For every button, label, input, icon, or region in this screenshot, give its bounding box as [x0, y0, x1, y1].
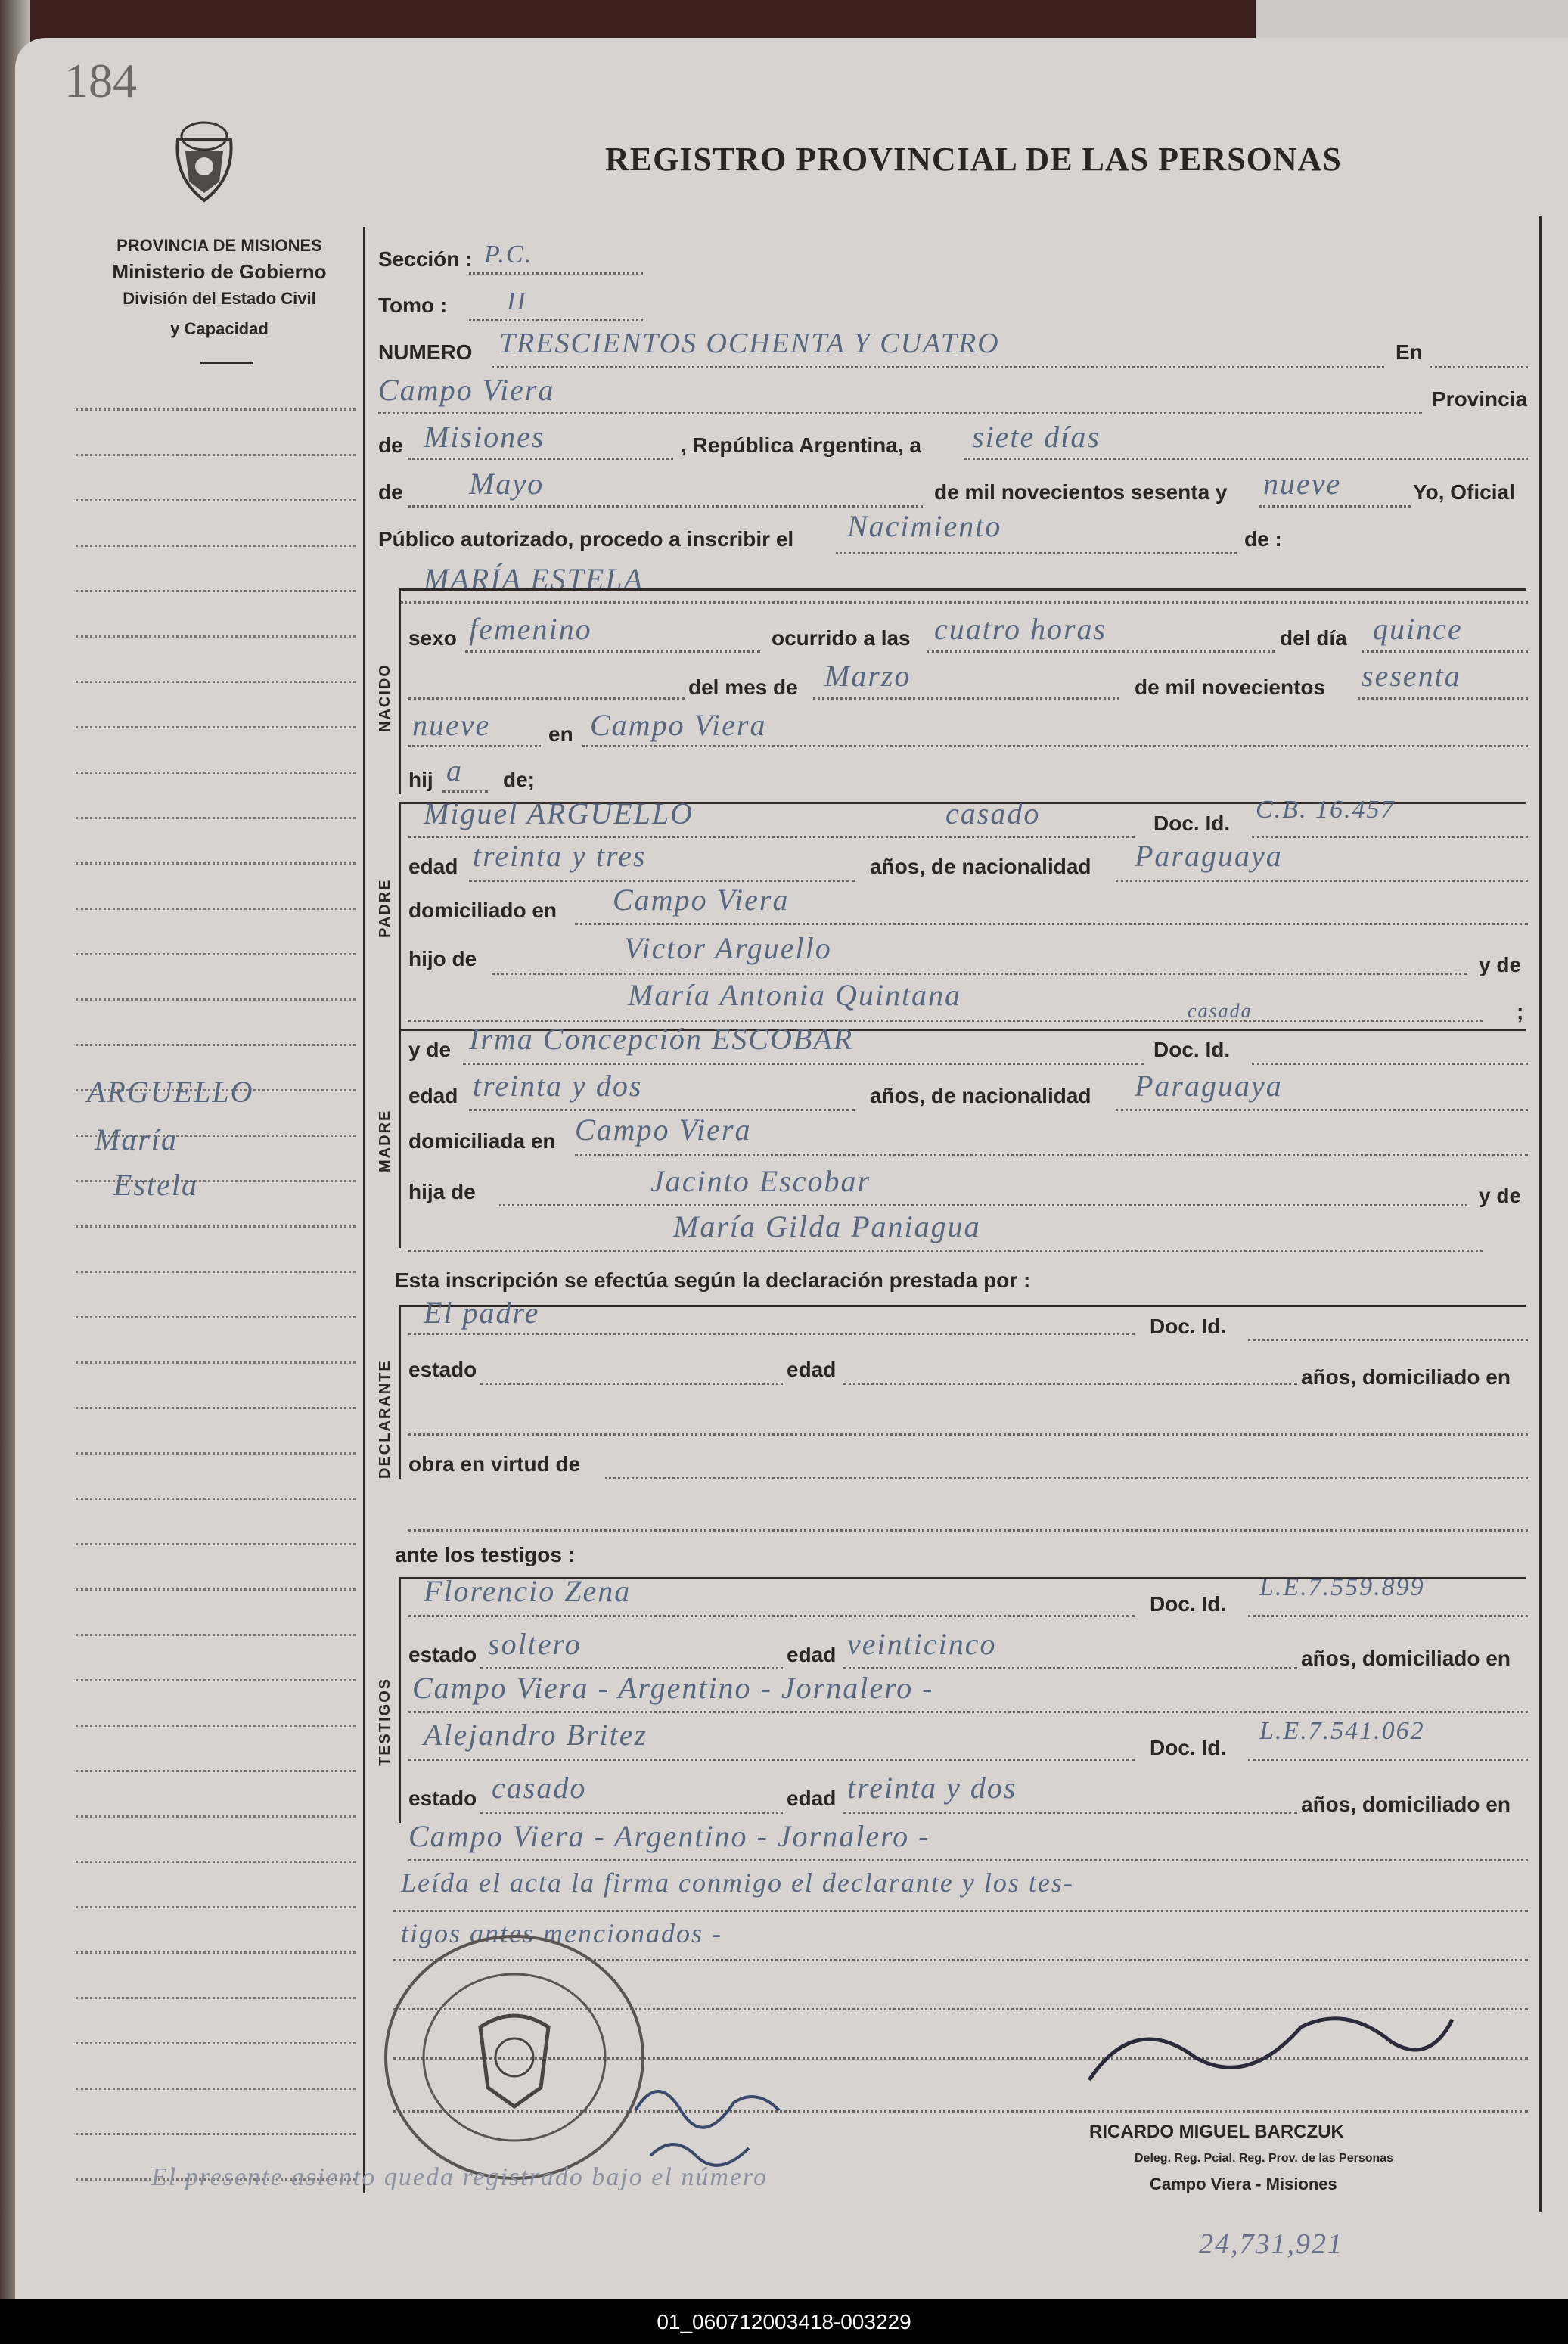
provincia-value: Misiones — [424, 420, 545, 454]
margin-rule-line — [76, 499, 356, 501]
testigo2-dom-value: Campo Viera - Argentino - Jornalero - — [408, 1819, 930, 1853]
province-name: PROVINCIA DE MISIONES — [116, 236, 322, 255]
testigo2-estado-field — [480, 1812, 783, 1814]
mil-novecientos-label: de mil novecientos sesenta y — [934, 480, 1228, 504]
provincia-label: Provincia — [1432, 387, 1528, 411]
tomo-value: II — [507, 287, 527, 315]
madre-padre-field — [499, 1204, 1467, 1206]
padre-nac-field — [1116, 880, 1528, 882]
division-line-1: División del Estado Civil — [123, 289, 316, 308]
obra-field — [605, 1477, 1528, 1479]
testigo1-doc-label: Doc. Id. — [1150, 1592, 1227, 1616]
lugar-nac-field — [582, 745, 1528, 747]
leida-text-1: Leída el acta la firma conmigo el declarante y los tes- — [401, 1867, 1074, 1898]
anio-nac-value: sesenta — [1362, 659, 1461, 693]
madre-padre-value: Jacinto Escobar — [650, 1164, 871, 1198]
margin-name-1: María — [95, 1122, 178, 1156]
testigo1-edad-field — [843, 1667, 1297, 1669]
seccion-field — [469, 272, 643, 275]
padre-semicolon: ; — [1517, 1000, 1524, 1023]
lugar-value: Campo Viera — [378, 373, 555, 407]
margin-rule-line — [76, 726, 356, 728]
margin-rule-line — [76, 1588, 356, 1591]
publico-label: Público autorizado, procedo a inscribir el — [378, 527, 794, 551]
margin-rule-line — [76, 635, 356, 638]
dia-nac-field — [1362, 650, 1528, 653]
republica-label: , República Argentina, a — [681, 433, 921, 457]
testigo2-nombre-value: Alejandro Britez — [424, 1718, 648, 1752]
padre-dom-value: Campo Viera — [613, 883, 790, 917]
declarante-value: El padre — [424, 1296, 540, 1330]
margin-rule-line — [76, 908, 356, 910]
sexo-label: sexo — [408, 626, 457, 650]
declarante-edad-label: edad — [787, 1358, 837, 1381]
testigo1-estado-field — [480, 1667, 783, 1669]
tomo-label: Tomo : — [378, 293, 448, 317]
madre-nac-value: Paraguaya — [1135, 1069, 1283, 1103]
nombre-field — [401, 601, 1528, 604]
de-semi-label: de; — [503, 768, 535, 791]
nacido-section-label: NACIDO — [377, 663, 393, 732]
margin-rule-line — [76, 545, 356, 547]
nombre-value: MARÍA ESTELA — [424, 562, 644, 596]
padre-edad-value: treinta y tres — [473, 839, 647, 873]
en-field — [1430, 366, 1528, 368]
ocurrido-label: ocurrido a las — [772, 626, 911, 650]
sexo-value: femenino — [469, 612, 592, 646]
padre-doc-field — [1252, 836, 1528, 838]
padre-nac-value: Paraguaya — [1135, 839, 1283, 873]
margin-rule-line — [76, 1543, 356, 1545]
official-round-stamp — [378, 1929, 650, 2186]
leida-text-2: tigos antes mencionados - — [401, 1918, 722, 1948]
margin-rule-line — [76, 817, 356, 819]
margin-rule-line — [76, 1634, 356, 1636]
declarante-section-label: DECLARANTE — [377, 1359, 393, 1479]
madre-doc-label: Doc. Id. — [1153, 1038, 1231, 1061]
obra-field-2 — [408, 1529, 1528, 1532]
margin-rule-line — [76, 1861, 356, 1863]
testigo1-doc-field — [1248, 1615, 1528, 1617]
madre-section-label: MADRE — [377, 1109, 393, 1172]
testigo2-dom-field — [408, 1859, 1528, 1861]
esta-inscripcion-label: Esta inscripción se efectúa según la declaración prestada por : — [395, 1268, 1031, 1292]
ministry-name: Ministerio de Gobierno — [112, 260, 327, 283]
padre-padre-value: Victor Arguello — [624, 931, 832, 965]
testigo2-nombre-field — [408, 1759, 1135, 1761]
sexo-field — [465, 650, 760, 653]
margin-rule-line — [76, 1951, 356, 1954]
testigo1-estado-value: soltero — [488, 1627, 582, 1661]
anio-nac-2-value: nueve — [412, 708, 491, 742]
right-border — [1539, 216, 1542, 2212]
margin-rule-line — [76, 590, 356, 592]
numero-value: TRESCIENTOS OCHENTA Y CUATRO — [499, 328, 1000, 359]
header-divider — [200, 362, 253, 364]
lugar-field — [378, 412, 1422, 414]
margin-rule-line — [76, 2042, 356, 2044]
hij-field — [442, 790, 488, 793]
stamp-name: RICARDO MIGUEL BARCZUK — [1089, 2122, 1344, 2142]
ante-testigos-label: ante los testigos : — [395, 1543, 576, 1566]
margin-surname: ARGUELLO — [87, 1075, 254, 1109]
madre-nac-label: años, de nacionalidad — [870, 1084, 1091, 1107]
testigo2-estado-label: estado — [408, 1787, 477, 1810]
testigo1-nombre-field — [408, 1615, 1135, 1617]
testigo2-edad-field — [843, 1812, 1297, 1814]
del-dia-label: del día — [1280, 626, 1347, 650]
margin-rule-line — [76, 1452, 356, 1455]
testigo2-edad-value: treinta y dos — [847, 1771, 1017, 1805]
acto-field — [836, 552, 1237, 554]
margin-rule-line — [76, 953, 356, 955]
margin-rule-line — [76, 1225, 356, 1228]
margin-rule-line — [76, 1815, 356, 1818]
declarante-field — [408, 1333, 1135, 1335]
mes-nac-field — [813, 697, 1119, 700]
madre-dom-label: domiciliada en — [408, 1129, 556, 1153]
margin-rule-line — [76, 2088, 356, 2090]
document-title: REGISTRO PROVINCIAL DE LAS PERSONAS — [605, 141, 1342, 178]
margin-rule-line — [76, 998, 356, 1001]
margin-rule-line — [76, 1498, 356, 1500]
acto-value: Nacimiento — [847, 509, 1002, 543]
numero-field — [492, 366, 1384, 368]
madre-y-de-label-2: y de — [1479, 1184, 1522, 1207]
madre-nombre-field — [463, 1063, 1144, 1065]
testigo2-edad-label: edad — [787, 1787, 837, 1810]
hora-field — [927, 650, 1275, 653]
declarante-edad-field — [843, 1383, 1297, 1385]
declarante-estado-field — [480, 1383, 783, 1385]
declarante-doc-field — [1248, 1339, 1528, 1341]
anio-field — [1259, 505, 1411, 508]
mes-value: Mayo — [469, 467, 545, 501]
testigo1-edad-label: edad — [787, 1643, 837, 1666]
margin-name-2: Estela — [113, 1168, 198, 1202]
division-line-2: y Capacidad — [170, 319, 269, 338]
padre-dom-field — [575, 923, 1528, 925]
margin-rule-line — [76, 772, 356, 774]
padre-nombre-value: Miguel ARGUELLO — [424, 796, 694, 830]
signature-icon — [628, 2057, 809, 2178]
nacido-top-line — [399, 588, 1526, 591]
blank-field — [408, 697, 685, 700]
padre-section-label: PADRE — [377, 878, 393, 938]
madre-edad-field — [469, 1109, 855, 1111]
image-caption: 01_060712003418-003229 — [0, 2299, 1568, 2344]
en-label: En — [1396, 340, 1423, 364]
padre-bracket — [399, 802, 401, 1029]
margin-rule-line — [76, 454, 356, 456]
mil-nov-label-2: de mil novecientos — [1135, 675, 1326, 699]
nacido-bracket — [399, 588, 401, 794]
testigo2-dom-label: años, domiciliado en — [1301, 1793, 1511, 1816]
testigo2-doc-value: L.E.7.541.062 — [1259, 1717, 1425, 1745]
de-label-1: de — [378, 433, 403, 457]
margin-rule-line — [76, 2133, 356, 2135]
margin-rule-line — [76, 1271, 356, 1273]
padre-edad-label: edad — [408, 855, 458, 878]
padre-doc-value: C.B. 16.457 — [1256, 796, 1396, 824]
madre-madre-value: María Gilda Paniagua — [673, 1209, 981, 1243]
mes-nac-value: Marzo — [824, 659, 911, 693]
padre-estado-value: casado — [945, 796, 1041, 830]
margin-rule-line — [76, 1770, 356, 1772]
margin-rule-line — [76, 1361, 356, 1364]
dia-field — [964, 458, 1528, 460]
testigo2-estado-value: casado — [492, 1771, 587, 1805]
testigo1-dom-field — [408, 1711, 1528, 1713]
leida-line-1 — [393, 1910, 1528, 1912]
madre-dom-value: Campo Viera — [575, 1113, 752, 1147]
numero-label: NUMERO — [378, 340, 473, 364]
stamp-location: Campo Viera - Misiones — [1150, 2175, 1337, 2193]
margin-rule-line — [76, 1407, 356, 1409]
page-number: 184 — [64, 54, 137, 107]
testigo2-doc-label: Doc. Id. — [1150, 1736, 1227, 1759]
margin-rule-line — [76, 1906, 356, 1908]
mes-field — [408, 505, 923, 508]
testigo1-nombre-value: Florencio Zena — [424, 1574, 632, 1608]
madre-edad-value: treinta y dos — [473, 1069, 643, 1103]
seccion-value: P.C. — [484, 241, 533, 269]
margin-rule-line — [76, 862, 356, 865]
testigo1-dom-value: Campo Viera - Argentino - Jornalero - — [412, 1671, 934, 1705]
margin-rule-line — [76, 408, 356, 411]
padre-padre-field — [492, 973, 1467, 975]
madre-hija-de-label: hija de — [408, 1180, 476, 1203]
margin-rule-line — [76, 1044, 356, 1046]
testigo2-doc-field — [1248, 1759, 1528, 1761]
anio-value: nueve — [1263, 467, 1342, 501]
madre-nac-field — [1116, 1109, 1528, 1111]
padre-nac-label: años, de nacionalidad — [870, 855, 1091, 878]
declarante-dom-label: años, domiciliado en — [1301, 1365, 1511, 1389]
declarante-top-line — [399, 1305, 1526, 1307]
testigos-section-label: TESTIGOS — [377, 1677, 393, 1766]
padre-dom-label: domiciliado en — [408, 899, 557, 922]
padre-y-de-label: y de — [1479, 953, 1522, 976]
testigo1-estado-label: estado — [408, 1643, 477, 1666]
coat-of-arms-icon — [166, 117, 242, 208]
hij-value: a — [446, 753, 463, 787]
dia-nac-value: quince — [1373, 612, 1463, 646]
declarante-estado-label: estado — [408, 1358, 477, 1381]
margin-rule-line — [76, 1316, 356, 1318]
declarante-bracket — [399, 1305, 401, 1479]
main-divider — [363, 227, 365, 2193]
stamp-title: Deleg. Reg. Pcial. Reg. Prov. de las Personas — [1135, 2152, 1394, 2165]
anio-nac-2-field — [408, 745, 541, 747]
official-signature-icon — [1074, 1997, 1467, 2103]
margin-rule-line — [76, 681, 356, 683]
en-label-2: en — [548, 722, 573, 746]
madre-y-de-label: y de — [408, 1038, 452, 1061]
nota-pie: El presente asiento queda registrado bajo el número — [151, 2163, 768, 2191]
margin-rule-line — [76, 1679, 356, 1681]
padre-madre-value: María Antonia Quintana — [628, 978, 962, 1012]
seccion-label: Sección : — [378, 247, 473, 271]
madre-bracket — [399, 1029, 401, 1248]
provincia-field — [408, 458, 673, 460]
madre-edad-label: edad — [408, 1084, 458, 1107]
padre-doc-label: Doc. Id. — [1153, 812, 1231, 835]
madre-nombre-value: Irma Concepción ESCOBAR — [469, 1022, 854, 1056]
lugar-nac-value: Campo Viera — [590, 708, 767, 742]
yo-oficial-label: Yo, Oficial — [1413, 480, 1515, 504]
de-colon-label: de : — [1244, 527, 1282, 551]
madre-dom-field — [575, 1154, 1528, 1156]
del-mes-label: del mes de — [688, 675, 798, 699]
anio-nac-field — [1358, 697, 1528, 700]
tomo-field — [469, 319, 643, 321]
margin-rule-line — [76, 1725, 356, 1727]
padre-hijo-de-label: hijo de — [408, 947, 477, 970]
declarante-doc-label: Doc. Id. — [1150, 1315, 1227, 1338]
page-edge — [1256, 0, 1568, 38]
madre-madre-field — [408, 1250, 1483, 1252]
testigo1-edad-value: veinticinco — [847, 1627, 997, 1661]
de-label-2: de — [378, 480, 403, 504]
dia-value: siete días — [972, 420, 1101, 454]
testigo1-dom-label: años, domiciliado en — [1301, 1647, 1511, 1670]
declarante-dom-field — [408, 1433, 1528, 1436]
obra-label: obra en virtud de — [408, 1452, 581, 1476]
hij-label: hij — [408, 768, 433, 791]
testigo1-doc-value: L.E.7.559.899 — [1259, 1573, 1425, 1601]
numero-pie: 24,731,921 — [1199, 2228, 1343, 2260]
hora-value: cuatro horas — [934, 612, 1107, 646]
testigos-bracket — [399, 1577, 401, 1823]
margin-rule-line — [76, 1997, 356, 1999]
madre-doc-field — [1252, 1063, 1528, 1065]
padre-madre-estado-value: casada — [1188, 1000, 1253, 1022]
